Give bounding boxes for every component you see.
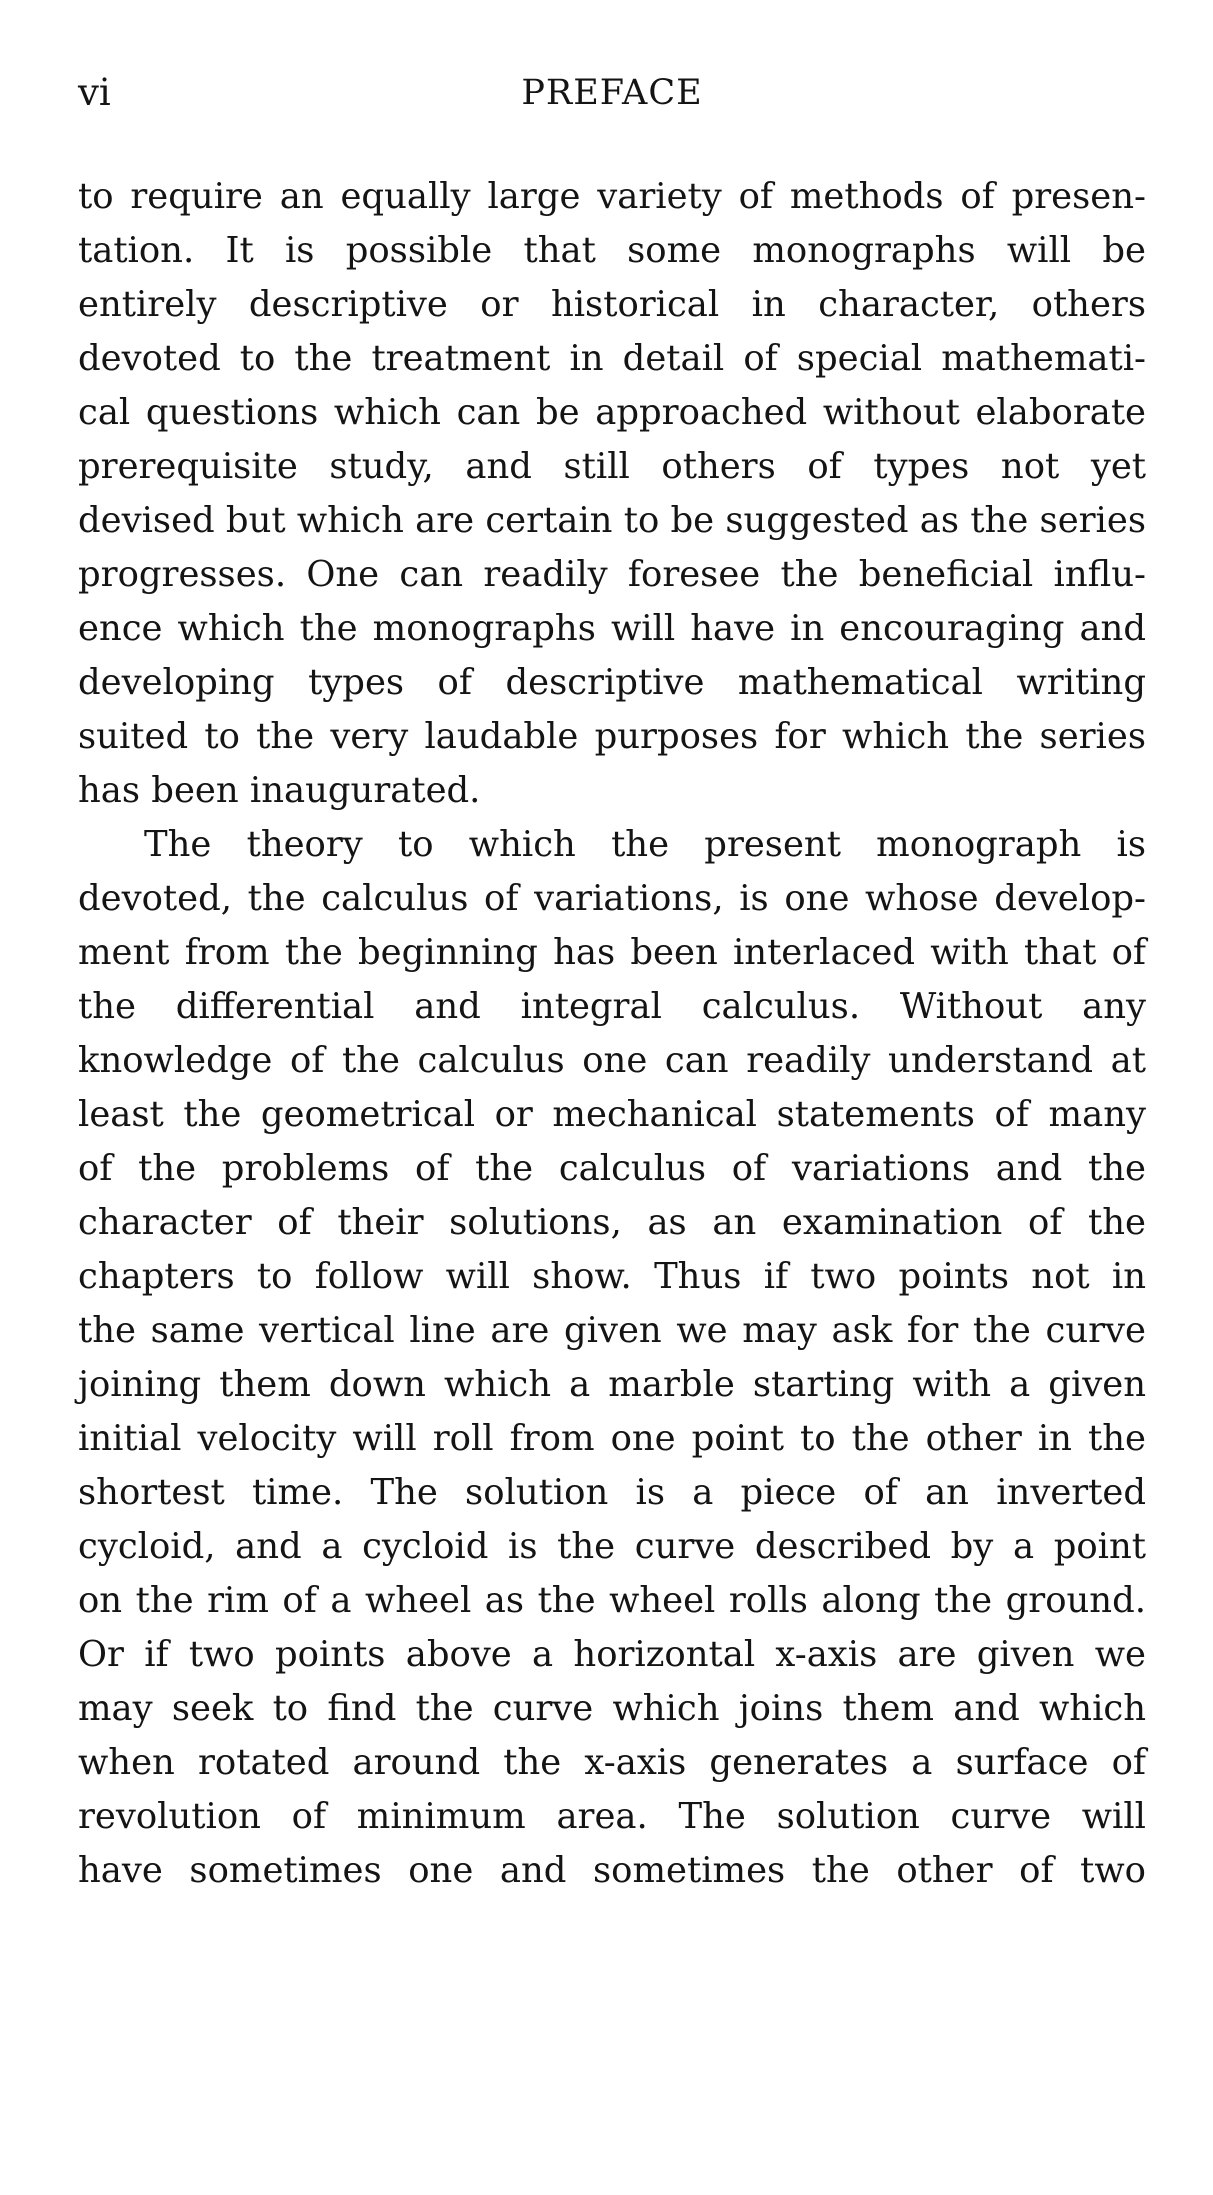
text-line: may seek to find the curve which joins them and which: [78, 1688, 1146, 1729]
text-line: progresses. One can readily foresee the beneficial influ-: [78, 554, 1146, 595]
text-line: chapters to follow will show. Thus if two points not in: [78, 1256, 1146, 1297]
text-line: devoted, the calculus of variations, is one whose develop-: [78, 878, 1146, 919]
text-line: cal questions which can be approached without elaborate: [78, 392, 1146, 433]
text-line: ment from the beginning has been interlaced with that of: [78, 932, 1146, 973]
page-number: vi: [78, 71, 111, 114]
paragraph: [78, 170, 1146, 818]
text-line: ence which the monographs will have in encouraging and: [78, 608, 1146, 649]
text-line: initial velocity will roll from one point to the other in the: [78, 1418, 1146, 1459]
text-line: revolution of minimum area. The solution curve will: [78, 1796, 1146, 1837]
text-line: developing types of descriptive mathematical writing: [78, 662, 1146, 703]
running-head: PREFACE: [521, 73, 703, 113]
paragraph: [78, 818, 1146, 1898]
text-line: to require an equally large variety of methods of presen-: [78, 176, 1146, 217]
text-line: shortest time. The solution is a piece of an inverted: [78, 1472, 1146, 1513]
text-line: entirely descriptive or historical in character, others: [78, 284, 1146, 325]
text-line: the differential and integral calculus. Without any: [78, 986, 1146, 1027]
text-line: when rotated around the x-axis generates a surface of: [78, 1742, 1146, 1783]
text-line: of the problems of the calculus of variations and the: [78, 1148, 1146, 1189]
text-line: have sometimes one and sometimes the other of two: [78, 1850, 1146, 1891]
text-line: The theory to which the present monograph is: [144, 824, 1146, 865]
text-line: devised but which are certain to be suggested as the series: [78, 500, 1146, 541]
text-line: devoted to the treatment in detail of special mathemati-: [78, 338, 1146, 379]
text-line: has been inaugurated.: [78, 770, 481, 811]
text-line: suited to the very laudable purposes for which the series: [78, 716, 1146, 757]
text-line: tation. It is possible that some monographs will be: [78, 230, 1146, 271]
text-line: Or if two points above a horizontal x-axis are given we: [78, 1634, 1146, 1675]
body-text: [78, 170, 1146, 1898]
text-line: cycloid, and a cycloid is the curve described by a point: [78, 1526, 1146, 1567]
page-header: [78, 68, 1146, 118]
text-line: on the rim of a wheel as the wheel rolls along the ground.: [78, 1580, 1146, 1621]
text-line: least the geometrical or mechanical statements of many: [78, 1094, 1146, 1135]
text-line: character of their solutions, as an examination of the: [78, 1202, 1146, 1243]
text-line: joining them down which a marble starting with a given: [78, 1364, 1146, 1405]
text-line: knowledge of the calculus one can readily understand at: [78, 1040, 1146, 1081]
text-line: prerequisite study, and still others of types not yet: [78, 446, 1146, 487]
text-line: the same vertical line are given we may ask for the curve: [78, 1310, 1146, 1351]
